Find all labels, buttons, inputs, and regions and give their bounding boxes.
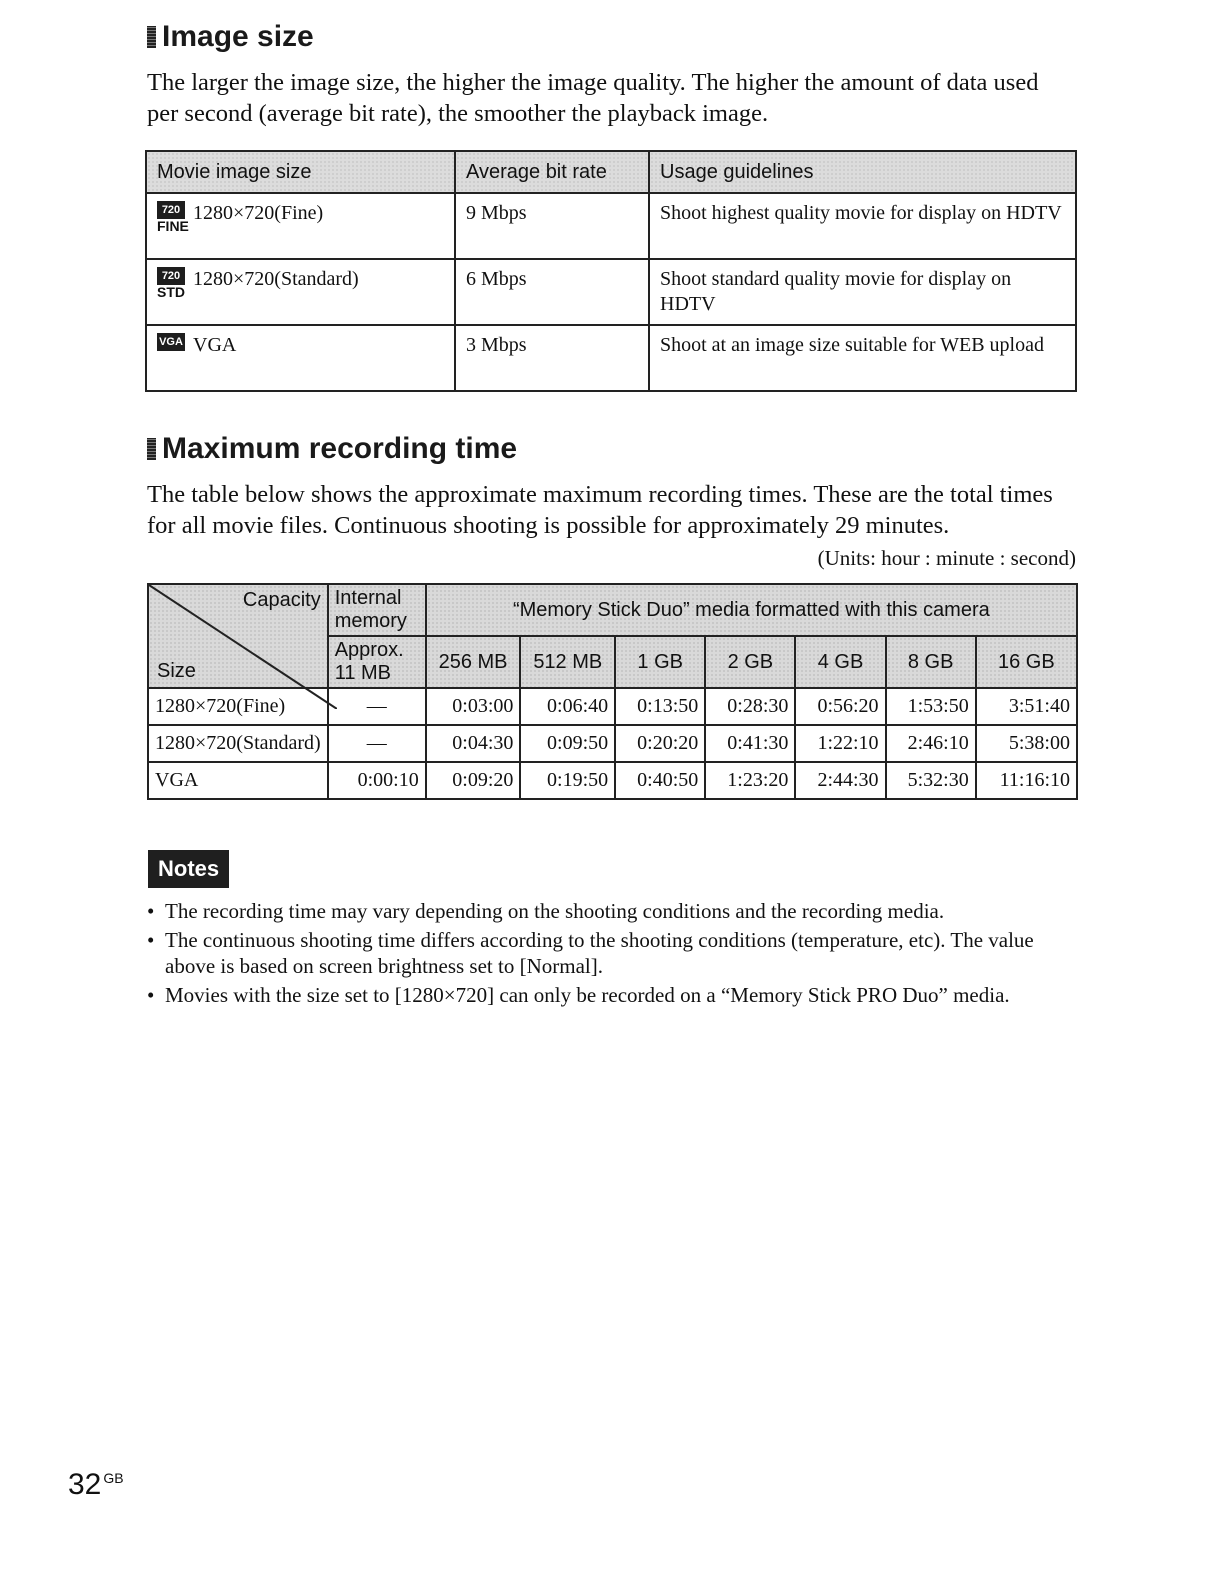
usage-cell: Shoot at an image size suitable for WEB upload bbox=[649, 325, 1076, 391]
table-row bbox=[146, 259, 1076, 325]
corner-header bbox=[148, 584, 328, 688]
capacity-header: 4 GB bbox=[795, 636, 885, 688]
table-header-row bbox=[148, 584, 1077, 636]
time-cell: 0:13:50 bbox=[615, 688, 705, 725]
image-size-intro: The larger the image size, the higher the image quality. The higher the amount of data used per second (average bit rate), the smoother the playback image. bbox=[147, 69, 1039, 127]
row-label: 1280×720(Standard) bbox=[148, 725, 328, 762]
size-label: Size bbox=[157, 660, 196, 682]
time-cell: 2:44:30 bbox=[795, 762, 885, 799]
page-number: 32 $^{GB}$ bbox=[68, 1468, 124, 1501]
internal-cell: 0:00:10 bbox=[328, 762, 426, 799]
movie-size-cell: 720 STD 1280×720(Standard) bbox=[146, 259, 455, 325]
movie-vga-icon: VGA bbox=[157, 333, 185, 351]
page-suffix: GB bbox=[103, 1470, 124, 1486]
table-row bbox=[148, 725, 1077, 762]
time-cell: 3:51:40 bbox=[976, 688, 1077, 725]
bullet: • bbox=[147, 899, 155, 923]
time-cell: 0:20:20 bbox=[615, 725, 705, 762]
capacity-header: 512 MB bbox=[520, 636, 615, 688]
bullet: • bbox=[147, 928, 155, 952]
row-label: VGA bbox=[148, 762, 328, 799]
list-item: • Movies with the size set to [1280×720] can only be recorded on a “Memory Stick PRO Duo” media. bbox=[147, 983, 1010, 1007]
capacity-header: 1 GB bbox=[615, 636, 705, 688]
column-header: Average bit rate bbox=[455, 151, 649, 193]
notes-badge: Notes bbox=[148, 850, 229, 888]
section-marker-icon bbox=[147, 438, 156, 460]
media-header: “Memory Stick Duo” media formatted with this camera bbox=[426, 584, 1077, 636]
capacity-header: 256 MB bbox=[426, 636, 521, 688]
internal-approx-header: Approx. 11 MB bbox=[328, 636, 426, 688]
column-header: Usage guidelines bbox=[649, 151, 1076, 193]
movie-720-std-icon: 720 STD bbox=[157, 267, 185, 299]
table-row bbox=[146, 325, 1076, 391]
bitrate-cell: 6 Mbps bbox=[455, 259, 649, 325]
time-cell: 1:22:10 bbox=[795, 725, 885, 762]
internal-cell: — bbox=[328, 725, 426, 762]
recording-time-heading: Maximum recording time bbox=[147, 432, 517, 466]
bitrate-cell: 3 Mbps bbox=[455, 325, 649, 391]
time-cell: 0:03:00 bbox=[426, 688, 521, 725]
notes-list bbox=[147, 898, 1077, 1011]
time-cell: 0:40:50 bbox=[615, 762, 705, 799]
capacity-label: Capacity bbox=[242, 589, 321, 611]
movie-720-fine-icon: 720 FINE bbox=[157, 201, 185, 233]
row-label: 1280×720(Fine) bbox=[148, 688, 328, 725]
column-header: Movie image size bbox=[146, 151, 455, 193]
bullet: • bbox=[147, 983, 155, 1007]
time-cell: 2:46:10 bbox=[886, 725, 976, 762]
time-cell: 0:09:20 bbox=[426, 762, 521, 799]
time-cell: 0:04:30 bbox=[426, 725, 521, 762]
internal-cell: — bbox=[328, 688, 426, 725]
recording-time-table bbox=[147, 583, 1078, 800]
image-size-heading: Image size bbox=[147, 20, 314, 54]
time-cell: 5:38:00 bbox=[976, 725, 1077, 762]
list-item: • The recording time may vary depending on the shooting conditions and the recording media. bbox=[147, 899, 945, 923]
capacity-header: 8 GB bbox=[886, 636, 976, 688]
table-row bbox=[148, 762, 1077, 799]
image-size-table bbox=[145, 150, 1077, 392]
time-cell: 11:16:10 bbox=[976, 762, 1077, 799]
capacity-header: 2 GB bbox=[705, 636, 795, 688]
time-cell: 0:06:40 bbox=[520, 688, 615, 725]
time-cell: 0:09:50 bbox=[520, 725, 615, 762]
section-marker-icon bbox=[147, 26, 156, 48]
movie-size-cell: 720 FINE 1280×720(Fine) bbox=[146, 193, 455, 259]
internal-memory-header: Internal memory bbox=[328, 584, 426, 636]
time-cell: 0:19:50 bbox=[520, 762, 615, 799]
capacity-header: 16 GB bbox=[976, 636, 1077, 688]
list-item: • The continuous shooting time differs according to the shooting conditions (temperature, etc). The value above is based on screen brightness set to [Normal]. bbox=[147, 928, 1034, 978]
units-note: (Units: hour : minute : second) bbox=[817, 546, 1076, 570]
time-cell: 5:32:30 bbox=[886, 762, 976, 799]
time-cell: 0:28:30 bbox=[705, 688, 795, 725]
time-cell: 0:56:20 bbox=[795, 688, 885, 725]
usage-cell: Shoot highest quality movie for display on HDTV bbox=[649, 193, 1076, 259]
table-row bbox=[146, 193, 1076, 259]
time-cell: 1:23:20 bbox=[705, 762, 795, 799]
time-cell: 1:53:50 bbox=[886, 688, 976, 725]
recording-time-intro: The table below shows the approximate maximum recording times. These are the total times for all movie files. Continuous shooting is possible for approximately 29 minutes. bbox=[147, 481, 1053, 539]
movie-size-cell: VGA VGA bbox=[146, 325, 455, 391]
table-header-row bbox=[146, 151, 1076, 193]
time-cell: 0:41:30 bbox=[705, 725, 795, 762]
bitrate-cell: 9 Mbps bbox=[455, 193, 649, 259]
usage-cell: Shoot standard quality movie for display on HDTV bbox=[649, 259, 1076, 325]
